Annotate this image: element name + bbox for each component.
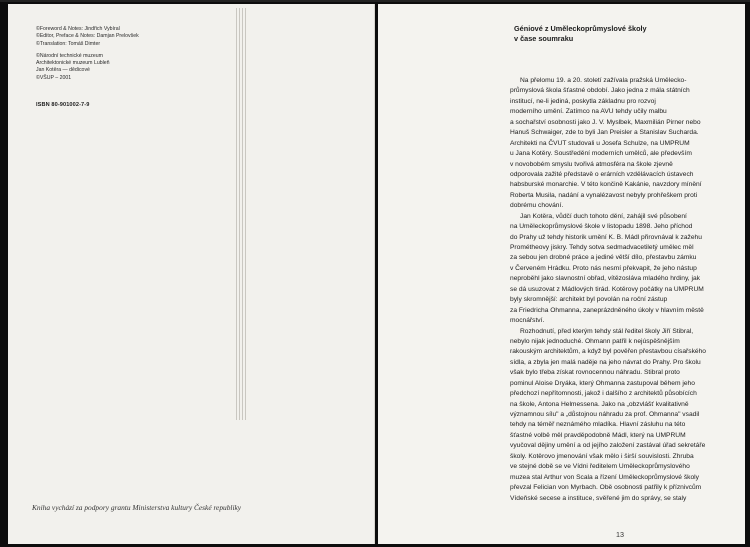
text-line: převzal Felician von Myrbach. Obě osobnosti patřily k příznivcům bbox=[510, 484, 702, 492]
text-line: tehdy na téměř neznámého mladíka. Hlavní zásluhu na této bbox=[510, 421, 686, 429]
isbn: ISBN 80-901002-7-9 bbox=[36, 102, 90, 108]
text-line: dobrému chování. bbox=[510, 202, 564, 210]
text-line: Roberta Musila, nadání a vynalézavost nebyly prohřeškem proti bbox=[510, 191, 698, 199]
text-line: muzea stal Arthur von Scala a řízení Uměleckoprůmyslové školy bbox=[510, 473, 699, 481]
page-number: 13 bbox=[616, 530, 624, 539]
imprint-group bbox=[36, 26, 256, 48]
text-line: Hanuš Schwaiger, zde to byli Jan Preisler a Stanislav Sucharda. bbox=[510, 129, 699, 137]
text-line: významnou sílu" a „důstojnou náhradu za prof. Ohmanna" vsadil bbox=[510, 411, 700, 418]
text-line: předchozí nepřítomnosti, jakož i dalšího z architektů působících bbox=[510, 390, 697, 398]
text-line: však bylo třeba získat rovnocennou náhradu. Stibral proto bbox=[510, 369, 680, 377]
imprint-line: Architektonické muzeum Lubleň bbox=[36, 60, 110, 67]
text-line: byly skromnější: architekt byl povolán na roční zástup bbox=[510, 296, 668, 304]
grant-support-note: Kniha vychází za podpory grantu Ministerstva kultury České republiky bbox=[32, 503, 242, 512]
text-line: a sochařství osobnosti jako J. V. Myslbek, Maxmilián Pirner nebo bbox=[510, 118, 701, 126]
chapter-heading bbox=[514, 24, 647, 44]
text-line: v Červeném Hrádku. Proto nás nesmí překvapit, že jeho nástup bbox=[510, 264, 697, 272]
text-line: za Friedricha Ohmanna, zaneprázdněného úkoly v hlavním městě bbox=[510, 306, 704, 314]
imprint-line: ©Editor, Preface & Notes: Damjan Prelovšek bbox=[36, 33, 139, 40]
text-line: na škole, Antona Helmessena. Jako na „obzvlášť kvalitativně bbox=[510, 400, 689, 408]
top-shadow bbox=[0, 0, 750, 2]
text-line: odporovala zažité představě o erárních vzdělávacích ústavech bbox=[510, 170, 694, 178]
text-line: do Prahy už tehdy historik umění K. B. Mádl přirovnával k zažehu bbox=[510, 233, 702, 241]
text-line: šťastné volbě měl pravděpodobně Mádl, který na UMPRUM bbox=[510, 431, 686, 439]
text-line: na Uměleckoprůmyslové škole v listopadu 1898. Jeho příchod bbox=[510, 223, 693, 231]
text-line: Vídeňské secese a instituce, svěřené jim do správy, se staly bbox=[510, 494, 687, 502]
text-line: nebylo nijak jednoduché. Ohmann patřil k nejúspěšnějším bbox=[510, 337, 680, 345]
chapter-heading-line: v čase soumraku bbox=[514, 34, 574, 43]
paragraph bbox=[510, 76, 734, 212]
text-line: Jan Kotěra, vůdčí duch tohoto dění, zahájil své působení bbox=[520, 212, 687, 220]
text-line: se dá usuzovat z Mádlových tirád. Kotěrovy počátky na UMPRUM bbox=[510, 285, 704, 293]
paragraph bbox=[510, 327, 734, 504]
paragraph bbox=[510, 212, 734, 327]
text-line: Architekti na ČVUT studovali u Josefa Schulze, na UMPRUM bbox=[510, 139, 690, 147]
imprint-line: ©Národní technické muzeum bbox=[36, 52, 103, 59]
right-page bbox=[378, 4, 745, 544]
text-line: v novobobém smyslu tvořivá atmosféra na škole zjevně bbox=[510, 160, 673, 168]
text-line: Prométheovy jiskry. Tehdy sotva sedmadvacetiletý umělec měl bbox=[510, 244, 694, 251]
text-line: moderního umění. Zatímco na AVU tehdy učily malbu bbox=[510, 108, 667, 116]
text-line: mocnářství. bbox=[510, 317, 545, 325]
text-line: pominul Aloise Dryáka, který Ohmanna zastupoval během jeho bbox=[510, 379, 695, 387]
text-line: vyučoval dějiny umění a od jejího založení zastával úřad sekretáře bbox=[510, 442, 706, 450]
text-line: průmyslová škola šťastné období. Jako jedna z mála státních bbox=[510, 87, 690, 95]
text-line: školy. Kotěrovo jmenování však mělo i širší souvislosti. Zhruba bbox=[510, 452, 694, 460]
text-line: rakouským architektům, a když byl pověřen přestavbou císařského bbox=[510, 348, 706, 356]
imprint-line: Jan Kotěra — dědicové bbox=[36, 67, 90, 74]
text-line: Na přelomu 19. a 20. století zažívala pražská Umělecko- bbox=[520, 77, 687, 84]
text-line: habsburské monarchie. V této končině Kakánie, navzdory mínění bbox=[510, 181, 702, 189]
text-line: ve stejné době se ve Vídni ředitelem Uměleckoprůmyslového bbox=[510, 463, 690, 471]
left-page bbox=[8, 4, 375, 544]
text-line: institucí, ne-li jediná, poskytla základnu pro rozvoj bbox=[510, 97, 656, 105]
body-text bbox=[510, 76, 734, 504]
text-line: Rozhodnutí, před kterým tehdy stál ředitel školy Jiří Stibral, bbox=[520, 327, 694, 335]
chapter-heading-line: Géniové z Uměleckoprůmyslové školy bbox=[514, 24, 647, 33]
imprint-line: ©VŠUP – 2001 bbox=[36, 74, 72, 81]
text-line: u Jana Kotěry. Soustředění moderních umělců, ale především bbox=[510, 150, 692, 158]
imprint-group bbox=[36, 53, 256, 82]
text-line: za sebou jen drobné práce a jediné větší dílo, přestavbu zámku bbox=[510, 254, 697, 262]
text-line: neproběhl jako slavnostní obřad, vítězosláva mladého hrdiny, jak bbox=[510, 275, 700, 283]
imprint-line: ©Translation: Tomáš Dimter bbox=[36, 40, 101, 47]
imprint-block bbox=[36, 26, 256, 87]
text-line: sídla, a zbyla jen malá naděje na jeho návrat do Prahy. Pro školu bbox=[510, 358, 701, 366]
imprint-line: ©Foreword & Notes: Jindřich Vybíral bbox=[36, 26, 120, 32]
